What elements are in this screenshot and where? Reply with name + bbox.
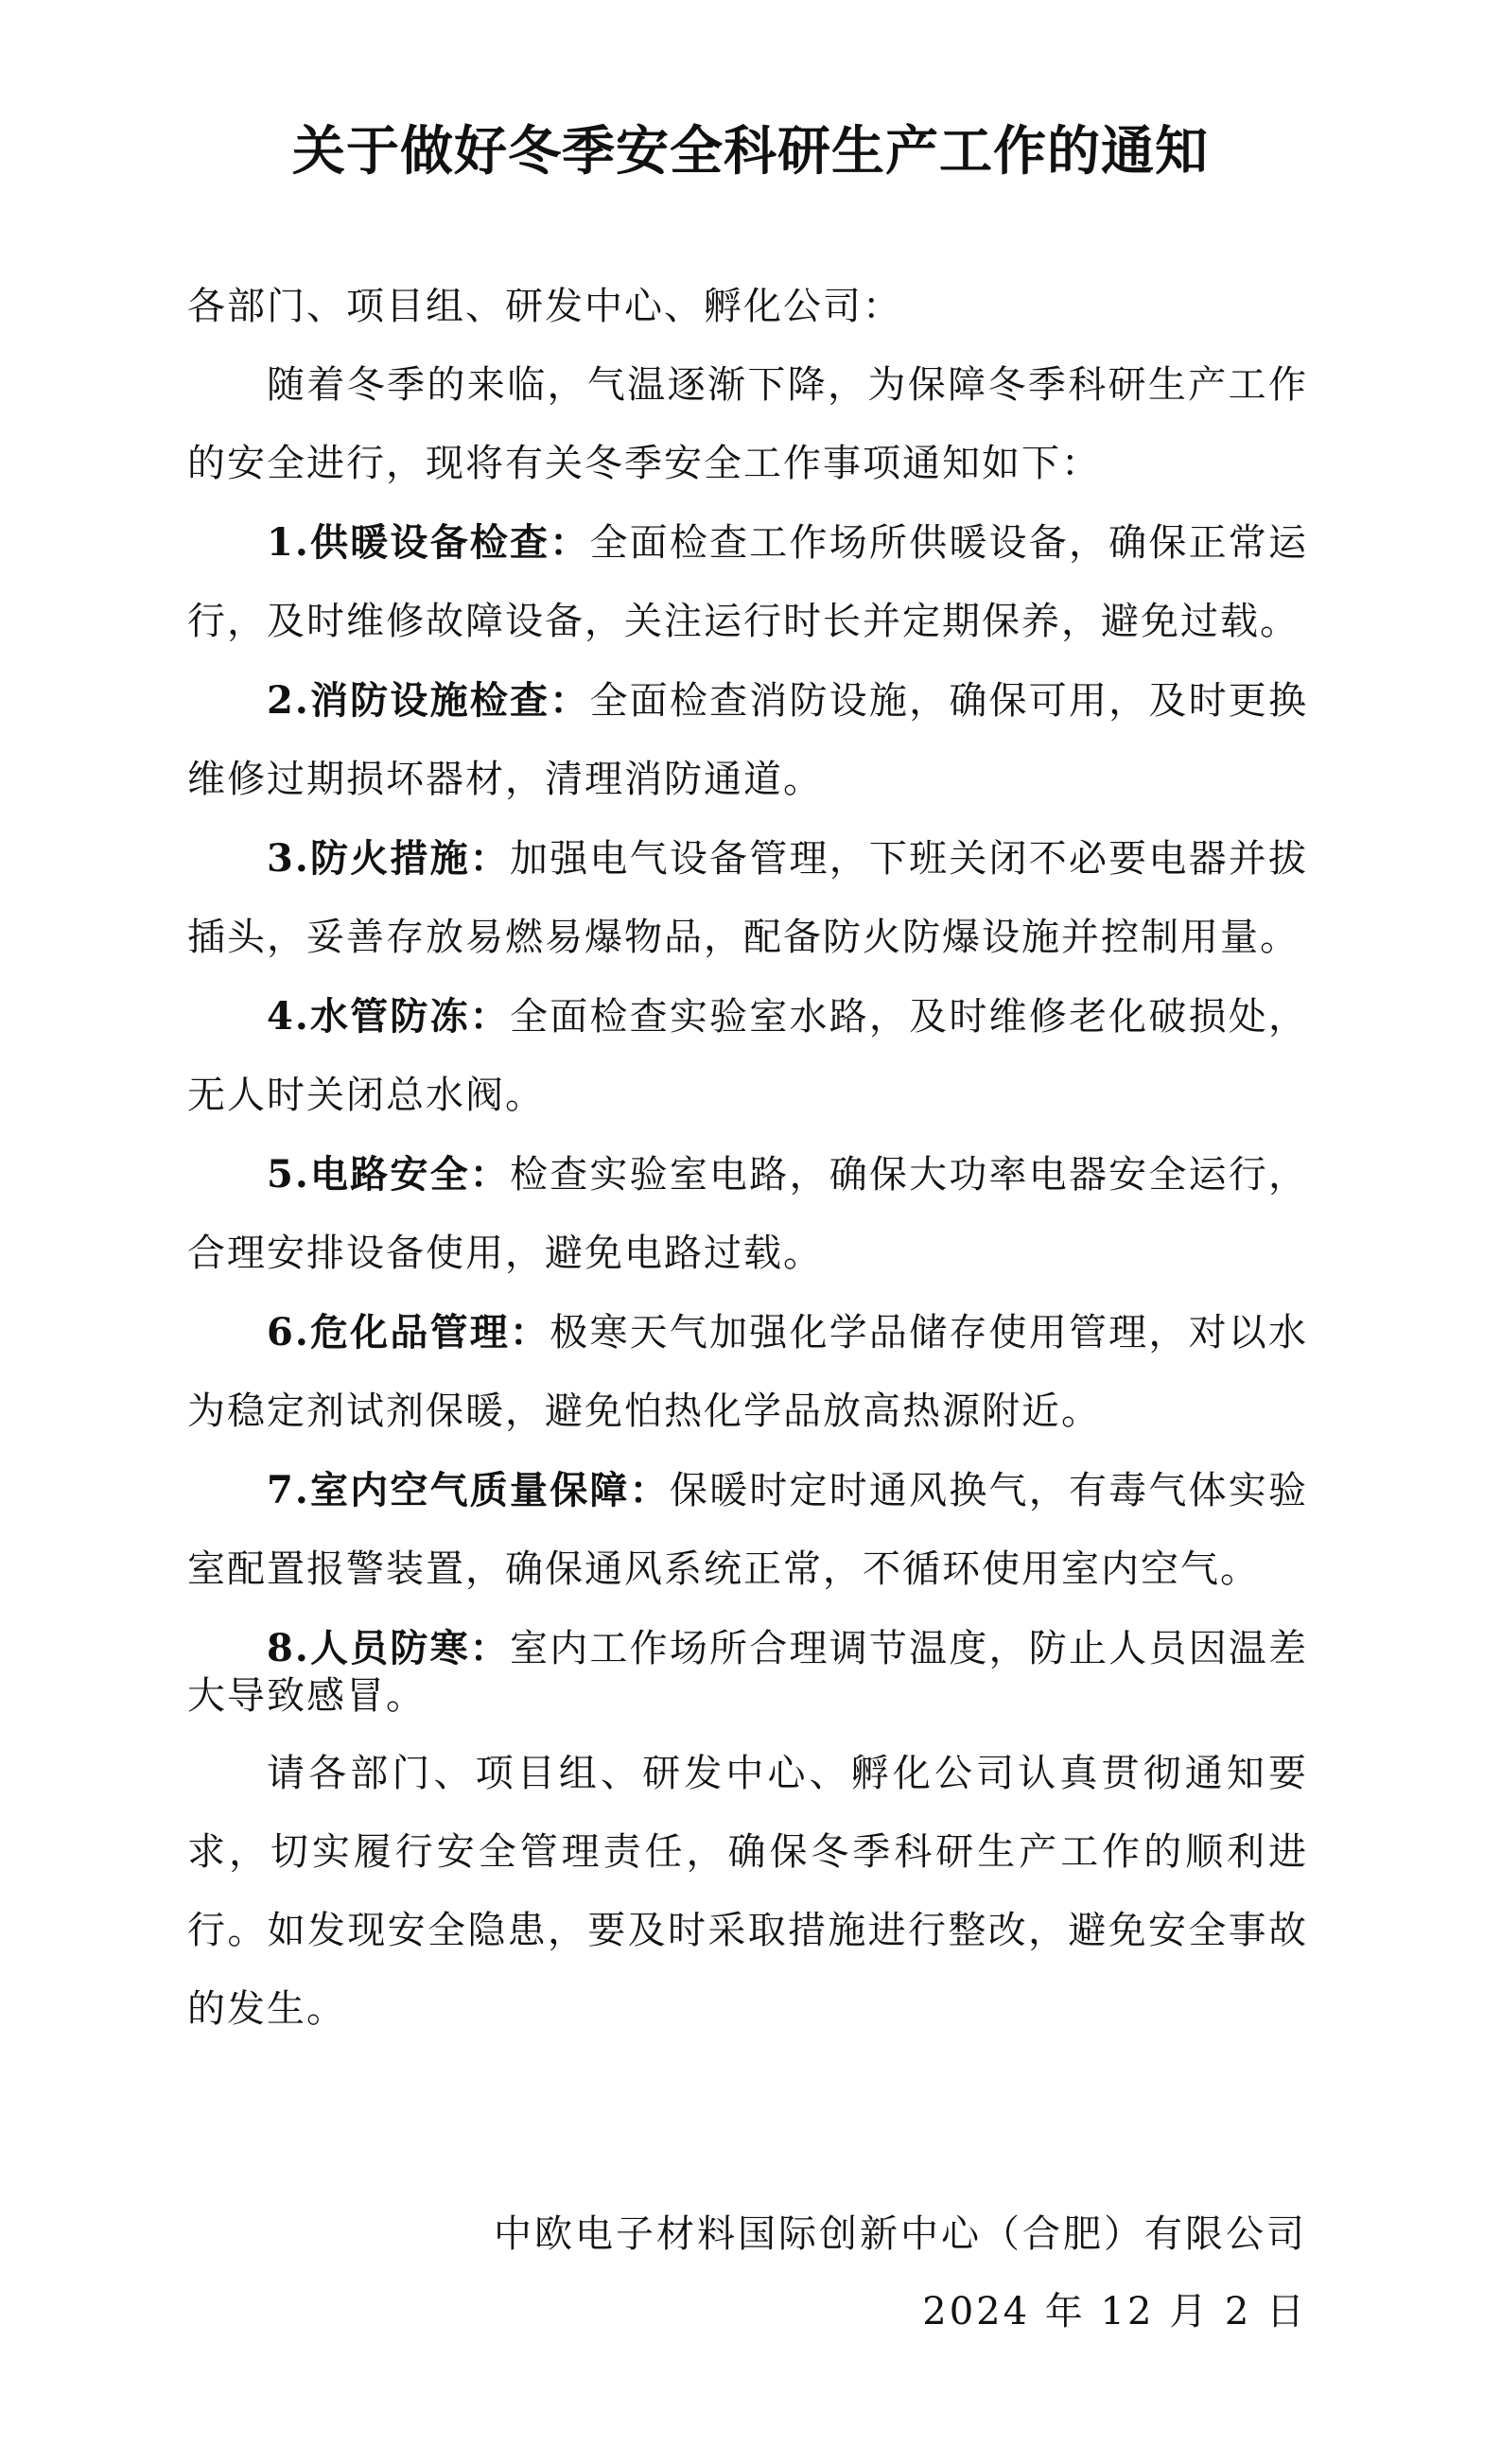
item-6 — [187, 1293, 1308, 1451]
signature-date: 2024 年 12 月 2 日 — [922, 2290, 1307, 2333]
salutation: 各部门、项目组、研发中心、孵化公司： — [187, 285, 902, 328]
item-4 — [187, 977, 1308, 1135]
item-text: 加强电气设备管理，下班关闭不必要电器并拔插头，妥善存放易燃易爆物品，配备防火防爆设施并控制用量。 — [187, 837, 1308, 959]
item-lead: 1.供暖设备检查： — [267, 520, 590, 565]
signature-organization: 中欧电子材料国际创新中心（合肥）有限公司 — [494, 2212, 1307, 2256]
item-lead: 7.室内空气质量保障： — [267, 1468, 670, 1512]
document-body — [187, 268, 1308, 2049]
item-1 — [187, 503, 1308, 661]
item-lead: 8.人员防寒： — [267, 1626, 511, 1670]
item-text: 室内工作场所合理调节温度，防止人员因温差大导致感冒。 — [187, 1627, 1308, 1718]
closing-paragraph: 请各部门、项目组、研发中心、孵化公司认真贯彻通知要求，切实履行安全管理责任，确保冬季科研生产工作的顺利进行。如发现安全隐患，要及时采取措施进行整改，避免安全事故的发生。 — [187, 1752, 1308, 2031]
item-text: 全面检查实验室水路，及时维修老化破损处，无人时关闭总水阀。 — [187, 995, 1308, 1117]
intro-paragraph: 随着冬季的来临，气温逐渐下降，为保障冬季科研生产工作的安全进行，现将有关冬季安全工作事项通知如下： — [187, 363, 1308, 485]
item-text: 检查实验室电路，确保大功率电器安全运行，合理安排设备使用，避免电路过载。 — [187, 1153, 1308, 1275]
item-lead: 4.水管防冻： — [267, 994, 511, 1039]
document-title: 关于做好冬季安全科研生产工作的通知 — [292, 120, 1209, 183]
item-8 — [187, 1609, 1308, 1735]
item-5 — [187, 1135, 1308, 1293]
item-text: 全面检查消防设施，确保可用，及时更换维修过期损坏器材，清理消防通道。 — [187, 679, 1308, 801]
item-lead: 6.危化品管理： — [267, 1310, 550, 1354]
item-lead: 3.防火措施： — [267, 836, 511, 881]
item-lead: 5.电路安全： — [267, 1152, 511, 1197]
item-text: 极寒天气加强化学品储存使用管理，对以水为稳定剂试剂保暖，避免怕热化学品放高热源附近。 — [187, 1311, 1309, 1433]
item-lead: 2.消防设施检查： — [267, 678, 590, 723]
item-text: 保暖时定时通风换气，有毒气体实验室配置报警装置，确保通风系统正常，不循环使用室内空气。 — [187, 1469, 1308, 1591]
item-2 — [187, 661, 1308, 819]
item-3 — [187, 819, 1308, 977]
item-7 — [187, 1451, 1308, 1609]
item-text: 全面检查工作场所供暖设备，确保正常运行，及时维修故障设备，关注运行时长并定期保养，避免过载。 — [187, 521, 1308, 643]
